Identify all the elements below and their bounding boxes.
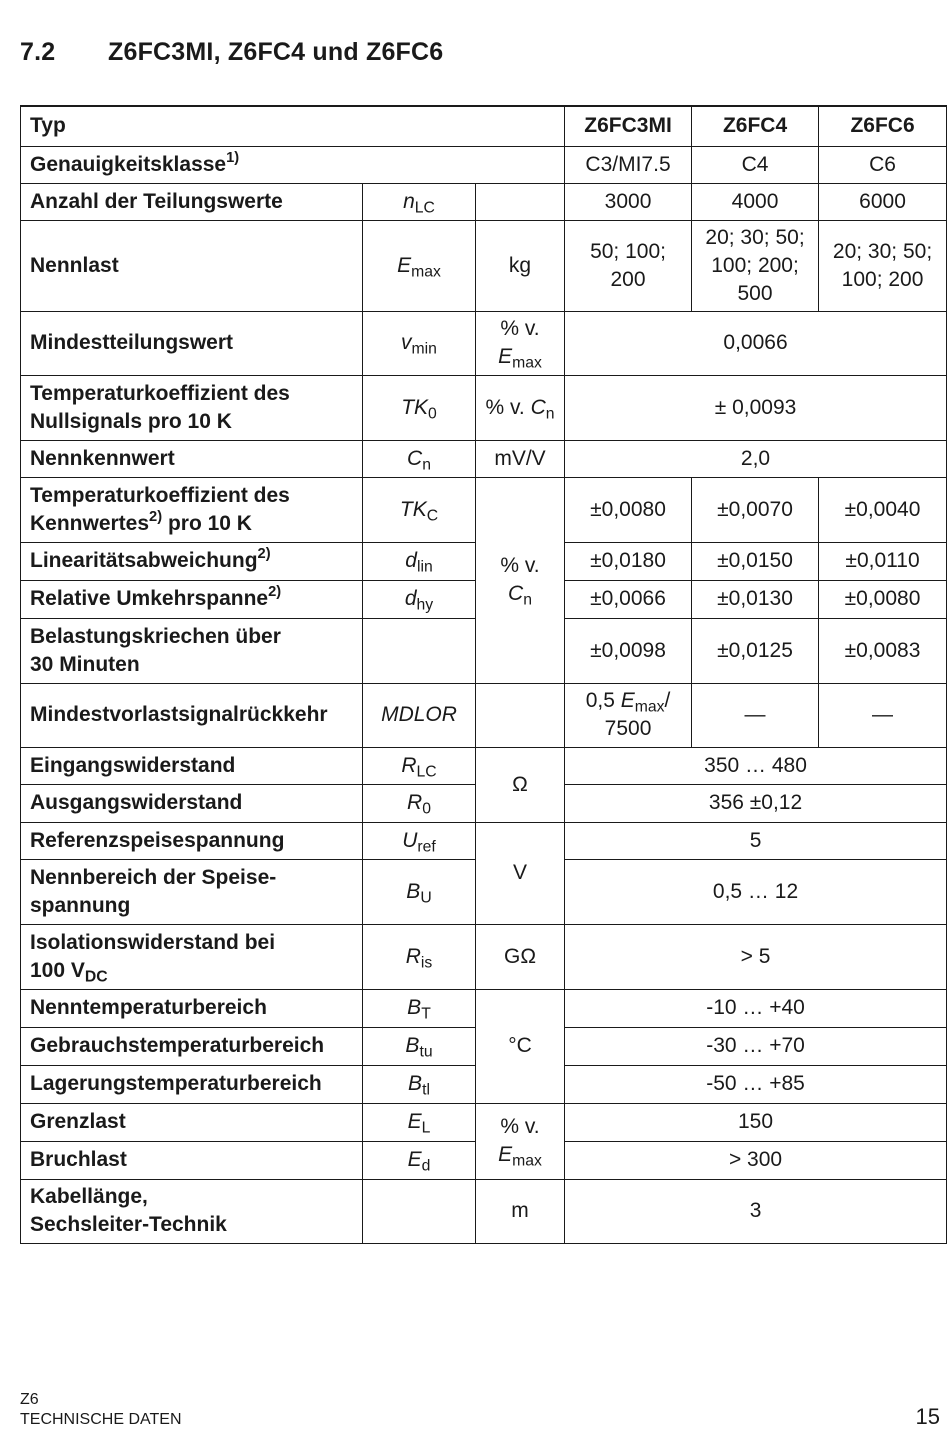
cell-value: -30 … +70 bbox=[565, 1027, 947, 1065]
cell-unit: kg bbox=[476, 220, 565, 311]
row-label: Linearitätsabweichung$^{2)}$ bbox=[21, 542, 363, 580]
cell-value: ±0,0130 bbox=[692, 580, 819, 618]
table-row bbox=[21, 1179, 947, 1243]
table-row bbox=[21, 924, 947, 989]
table-row bbox=[21, 747, 947, 784]
page-number: 15 bbox=[915, 1404, 940, 1429]
row-label: Gebrauchstemperaturbereich bbox=[21, 1027, 363, 1065]
cell-unit: mV/V bbox=[476, 440, 565, 477]
row-label: Nenntemperaturbereich bbox=[21, 989, 363, 1027]
row-label: Grenzlast bbox=[21, 1103, 363, 1141]
row-label: Genauigkeitsklasse$^{1)}$ bbox=[21, 146, 565, 183]
cell-value: ±0,0070 bbox=[692, 477, 819, 542]
header-model: Z6FC6 bbox=[819, 106, 947, 146]
cell-symbol: $d_{lin}$ bbox=[363, 542, 476, 580]
header-model: Z6FC3MI bbox=[565, 106, 692, 146]
cell-value: ±0,0083 bbox=[819, 618, 947, 683]
footer-section: TECHNISCHE DATEN bbox=[20, 1411, 182, 1428]
cell-value: 0,5 … 12 bbox=[565, 859, 947, 924]
cell-value: C3/MI7.5 bbox=[565, 146, 692, 183]
cell-value: — bbox=[819, 683, 947, 747]
cell-value: ± 0,0093 bbox=[565, 375, 947, 440]
cell-value: ±0,0180 bbox=[565, 542, 692, 580]
footer-left bbox=[20, 1390, 182, 1430]
cell-symbol: $U_{ref}$ bbox=[363, 822, 476, 859]
row-label: Referenzspeisespannung bbox=[21, 822, 363, 859]
row-label: Isolationswiderstand bei 100 $V_{DC}$ bbox=[21, 924, 363, 989]
row-label: Nennkennwert bbox=[21, 440, 363, 477]
cell-symbol: $B_{tl}$ bbox=[363, 1065, 476, 1103]
spec-table bbox=[20, 105, 947, 1244]
section-heading bbox=[20, 38, 443, 67]
cell-symbol: $d_{hy}$ bbox=[363, 580, 476, 618]
table-row bbox=[21, 220, 947, 311]
cell-symbol: $TK_C$ bbox=[363, 477, 476, 542]
cell-unit: % v. $C_n$ bbox=[476, 477, 565, 683]
cell-symbol: $B_U$ bbox=[363, 859, 476, 924]
row-label: Nennbereich der Speise- spannung bbox=[21, 859, 363, 924]
table-row bbox=[21, 989, 947, 1027]
cell-symbol: $B_{tu}$ bbox=[363, 1027, 476, 1065]
cell-symbol: $n_{LC}$ bbox=[363, 183, 476, 220]
footnote-ref: 2) bbox=[149, 508, 163, 525]
table-row bbox=[21, 146, 947, 183]
cell-symbol: $R_0$ bbox=[363, 784, 476, 822]
cell-value: 6000 bbox=[819, 183, 947, 220]
row-label: Belastungskriechen über 30 Minuten bbox=[21, 618, 363, 683]
cell-value: -10 … +40 bbox=[565, 989, 947, 1027]
row-label: Anzahl der Teilungswerte bbox=[21, 183, 363, 220]
cell-symbol bbox=[363, 1179, 476, 1243]
cell-value: 0,0066 bbox=[565, 311, 947, 375]
cell-value: ±0,0125 bbox=[692, 618, 819, 683]
cell-symbol: $R_{LC}$ bbox=[363, 747, 476, 784]
cell-unit: V bbox=[476, 822, 565, 924]
cell-value: 2,0 bbox=[565, 440, 947, 477]
row-label: Relative Umkehrspanne$^{2)}$ bbox=[21, 580, 363, 618]
cell-symbol: $C_n$ bbox=[363, 440, 476, 477]
section-number: 7.2 bbox=[20, 38, 56, 66]
row-label: Lagerungstemperaturbereich bbox=[21, 1065, 363, 1103]
cell-symbol: $B_T$ bbox=[363, 989, 476, 1027]
cell-symbol: $E_{max}$ bbox=[363, 220, 476, 311]
cell-symbol bbox=[363, 618, 476, 683]
cell-value: 3000 bbox=[565, 183, 692, 220]
cell-value: ±0,0110 bbox=[819, 542, 947, 580]
table-row bbox=[21, 1103, 947, 1141]
footer-product: Z6 bbox=[20, 1391, 39, 1408]
cell-value: 3 bbox=[565, 1179, 947, 1243]
row-label: Ausgangswiderstand bbox=[21, 784, 363, 822]
table-row bbox=[21, 183, 947, 220]
cell-unit bbox=[476, 183, 565, 220]
table-row bbox=[21, 683, 947, 747]
row-label: Nennlast bbox=[21, 220, 363, 311]
cell-value: 350 … 480 bbox=[565, 747, 947, 784]
row-label: Mindestteilungswert bbox=[21, 311, 363, 375]
cell-value: ±0,0080 bbox=[819, 580, 947, 618]
row-label: Eingangswiderstand bbox=[21, 747, 363, 784]
cell-value: 50; 100; 200 bbox=[565, 220, 692, 311]
cell-value: 150 bbox=[565, 1103, 947, 1141]
cell-value: -50 … +85 bbox=[565, 1065, 947, 1103]
cell-value: ±0,0040 bbox=[819, 477, 947, 542]
row-label: Kabellänge, Sechsleiter-Technik bbox=[21, 1179, 363, 1243]
row-label: Temperaturkoeffizient des Kennwertes$^{2)}$ pro 10 K bbox=[21, 477, 363, 542]
cell-value: 4000 bbox=[692, 183, 819, 220]
footnote-ref: 2) bbox=[268, 584, 282, 601]
cell-unit: % v. $E_{max}$ bbox=[476, 311, 565, 375]
row-label: Mindestvorlastsignalrückkehr bbox=[21, 683, 363, 747]
cell-unit: GΩ bbox=[476, 924, 565, 989]
cell-value: 20; 30; 50; 100; 200; 500 bbox=[692, 220, 819, 311]
header-typ: Typ bbox=[21, 106, 565, 146]
table-row bbox=[21, 375, 947, 440]
cell-value: ±0,0066 bbox=[565, 580, 692, 618]
cell-symbol: $R_{is}$ bbox=[363, 924, 476, 989]
table-row bbox=[21, 311, 947, 375]
footnote-ref: 1) bbox=[226, 149, 240, 166]
row-label: Temperaturkoeffizient des Nullsignals pro 10 K bbox=[21, 375, 363, 440]
cell-value: 5 bbox=[565, 822, 947, 859]
cell-symbol: MDLOR bbox=[363, 683, 476, 747]
cell-unit: Ω bbox=[476, 747, 565, 822]
cell-symbol: $E_d$ bbox=[363, 1141, 476, 1179]
cell-value: > 5 bbox=[565, 924, 947, 989]
cell-value: C6 bbox=[819, 146, 947, 183]
cell-symbol: $E_L$ bbox=[363, 1103, 476, 1141]
cell-value: 0,5 $E_{max}/$ 7500 bbox=[565, 683, 692, 747]
row-label: Bruchlast bbox=[21, 1141, 363, 1179]
cell-value: — bbox=[692, 683, 819, 747]
table-row bbox=[21, 822, 947, 859]
cell-value: ±0,0150 bbox=[692, 542, 819, 580]
cell-value: C4 bbox=[692, 146, 819, 183]
cell-unit: °C bbox=[476, 989, 565, 1103]
cell-symbol: $v_{min}$ bbox=[363, 311, 476, 375]
cell-value: 20; 30; 50; 100; 200 bbox=[819, 220, 947, 311]
cell-value: > 300 bbox=[565, 1141, 947, 1179]
table-row bbox=[21, 440, 947, 477]
cell-unit: m bbox=[476, 1179, 565, 1243]
cell-value: ±0,0080 bbox=[565, 477, 692, 542]
cell-unit: % v. $E_{max}$ bbox=[476, 1103, 565, 1179]
section-title: Z6FC3MI, Z6FC4 und Z6FC6 bbox=[108, 38, 444, 66]
table-row bbox=[21, 106, 947, 146]
table-row bbox=[21, 477, 947, 542]
cell-unit: % v. $C_n$ bbox=[476, 375, 565, 440]
cell-value: 356 ±0,12 bbox=[565, 784, 947, 822]
cell-unit bbox=[476, 683, 565, 747]
header-model: Z6FC4 bbox=[692, 106, 819, 146]
cell-symbol: $TK_0$ bbox=[363, 375, 476, 440]
cell-value: ±0,0098 bbox=[565, 618, 692, 683]
footnote-ref: 2) bbox=[257, 546, 271, 563]
